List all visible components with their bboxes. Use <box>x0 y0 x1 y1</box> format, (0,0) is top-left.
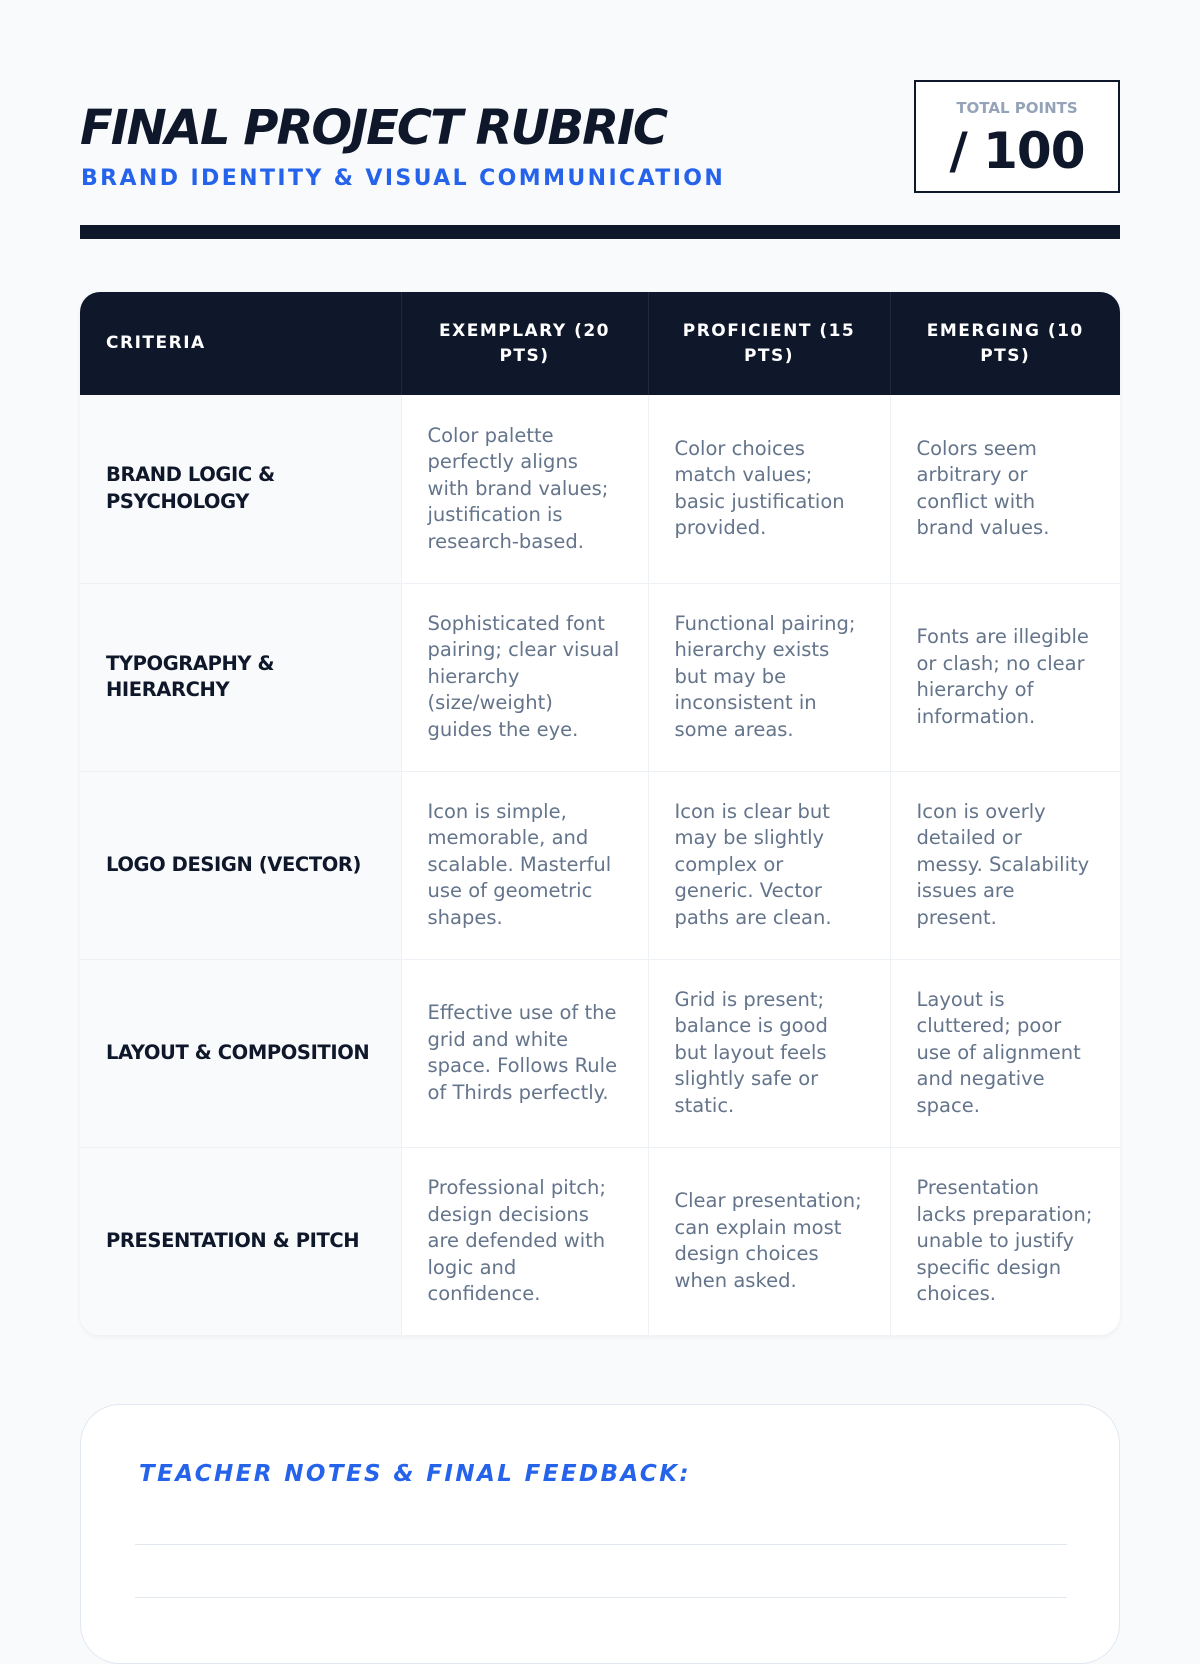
column-header-emerging: EMERGING (10 PTS) <box>890 292 1120 395</box>
exemplary-cell: Color palette perfectly aligns with brand values; justification is research-based. <box>401 395 648 583</box>
notes-writing-line <box>135 1597 1067 1598</box>
total-points-label: TOTAL POINTS <box>956 99 1078 117</box>
emerging-cell: Colors seem arbitrary or conflict with brand values. <box>890 395 1120 583</box>
table-header-row <box>80 292 1120 395</box>
page-subtitle: BRAND IDENTITY & VISUAL COMMUNICATION <box>81 166 726 191</box>
total-points-box <box>914 80 1120 193</box>
proficient-cell: Color choices match values; basic justification provided. <box>648 395 890 583</box>
table-row <box>80 959 1120 1147</box>
proficient-cell: Functional pairing; hierarchy exists but may be inconsistent in some areas. <box>648 583 890 771</box>
table-row <box>80 1147 1120 1335</box>
table-row <box>80 583 1120 771</box>
criteria-cell: BRAND LOGIC & PSYCHOLOGY <box>80 395 401 583</box>
notes-writing-line <box>135 1544 1067 1545</box>
page-title: FINAL PROJECT RUBRIC <box>80 100 667 156</box>
emerging-cell: Icon is overly detailed or messy. Scalability issues are present. <box>890 771 1120 959</box>
teacher-notes-panel <box>80 1404 1120 1664</box>
table-row <box>80 395 1120 583</box>
rubric-header <box>80 80 1120 240</box>
emerging-cell: Fonts are illegible or clash; no clear hierarchy of information. <box>890 583 1120 771</box>
exemplary-cell: Professional pitch; design decisions are defended with logic and confidence. <box>401 1147 648 1335</box>
proficient-cell: Icon is clear but may be slightly complex or generic. Vector paths are clean. <box>648 771 890 959</box>
exemplary-cell: Icon is simple, memorable, and scalable. Masterful use of geometric shapes. <box>401 771 648 959</box>
proficient-cell: Grid is present; balance is good but layout feels slightly safe or static. <box>648 959 890 1147</box>
column-header-criteria: CRITERIA <box>80 292 401 395</box>
emerging-cell: Presentation lacks preparation; unable to justify specific design choices. <box>890 1147 1120 1335</box>
criteria-cell: LAYOUT & COMPOSITION <box>80 959 401 1147</box>
column-header-proficient: PROFICIENT (15 PTS) <box>648 292 890 395</box>
exemplary-cell: Sophisticated font pairing; clear visual hierarchy (size/weight) guides the eye. <box>401 583 648 771</box>
criteria-cell: LOGO DESIGN (VECTOR) <box>80 771 401 959</box>
column-header-exemplary: EXEMPLARY (20 PTS) <box>401 292 648 395</box>
emerging-cell: Layout is cluttered; poor use of alignment and negative space. <box>890 959 1120 1147</box>
total-points-value: / 100 <box>949 122 1085 180</box>
exemplary-cell: Effective use of the grid and white space. Follows Rule of Thirds perfectly. <box>401 959 648 1147</box>
proficient-cell: Clear presentation; can explain most design choices when asked. <box>648 1147 890 1335</box>
criteria-cell: PRESENTATION & PITCH <box>80 1147 401 1335</box>
table-row <box>80 771 1120 959</box>
criteria-cell: TYPOGRAPHY & HIERARCHY <box>80 583 401 771</box>
teacher-notes-title: TEACHER NOTES & FINAL FEEDBACK: <box>139 1461 692 1487</box>
header-divider <box>80 225 1120 239</box>
rubric-table <box>80 292 1120 1335</box>
